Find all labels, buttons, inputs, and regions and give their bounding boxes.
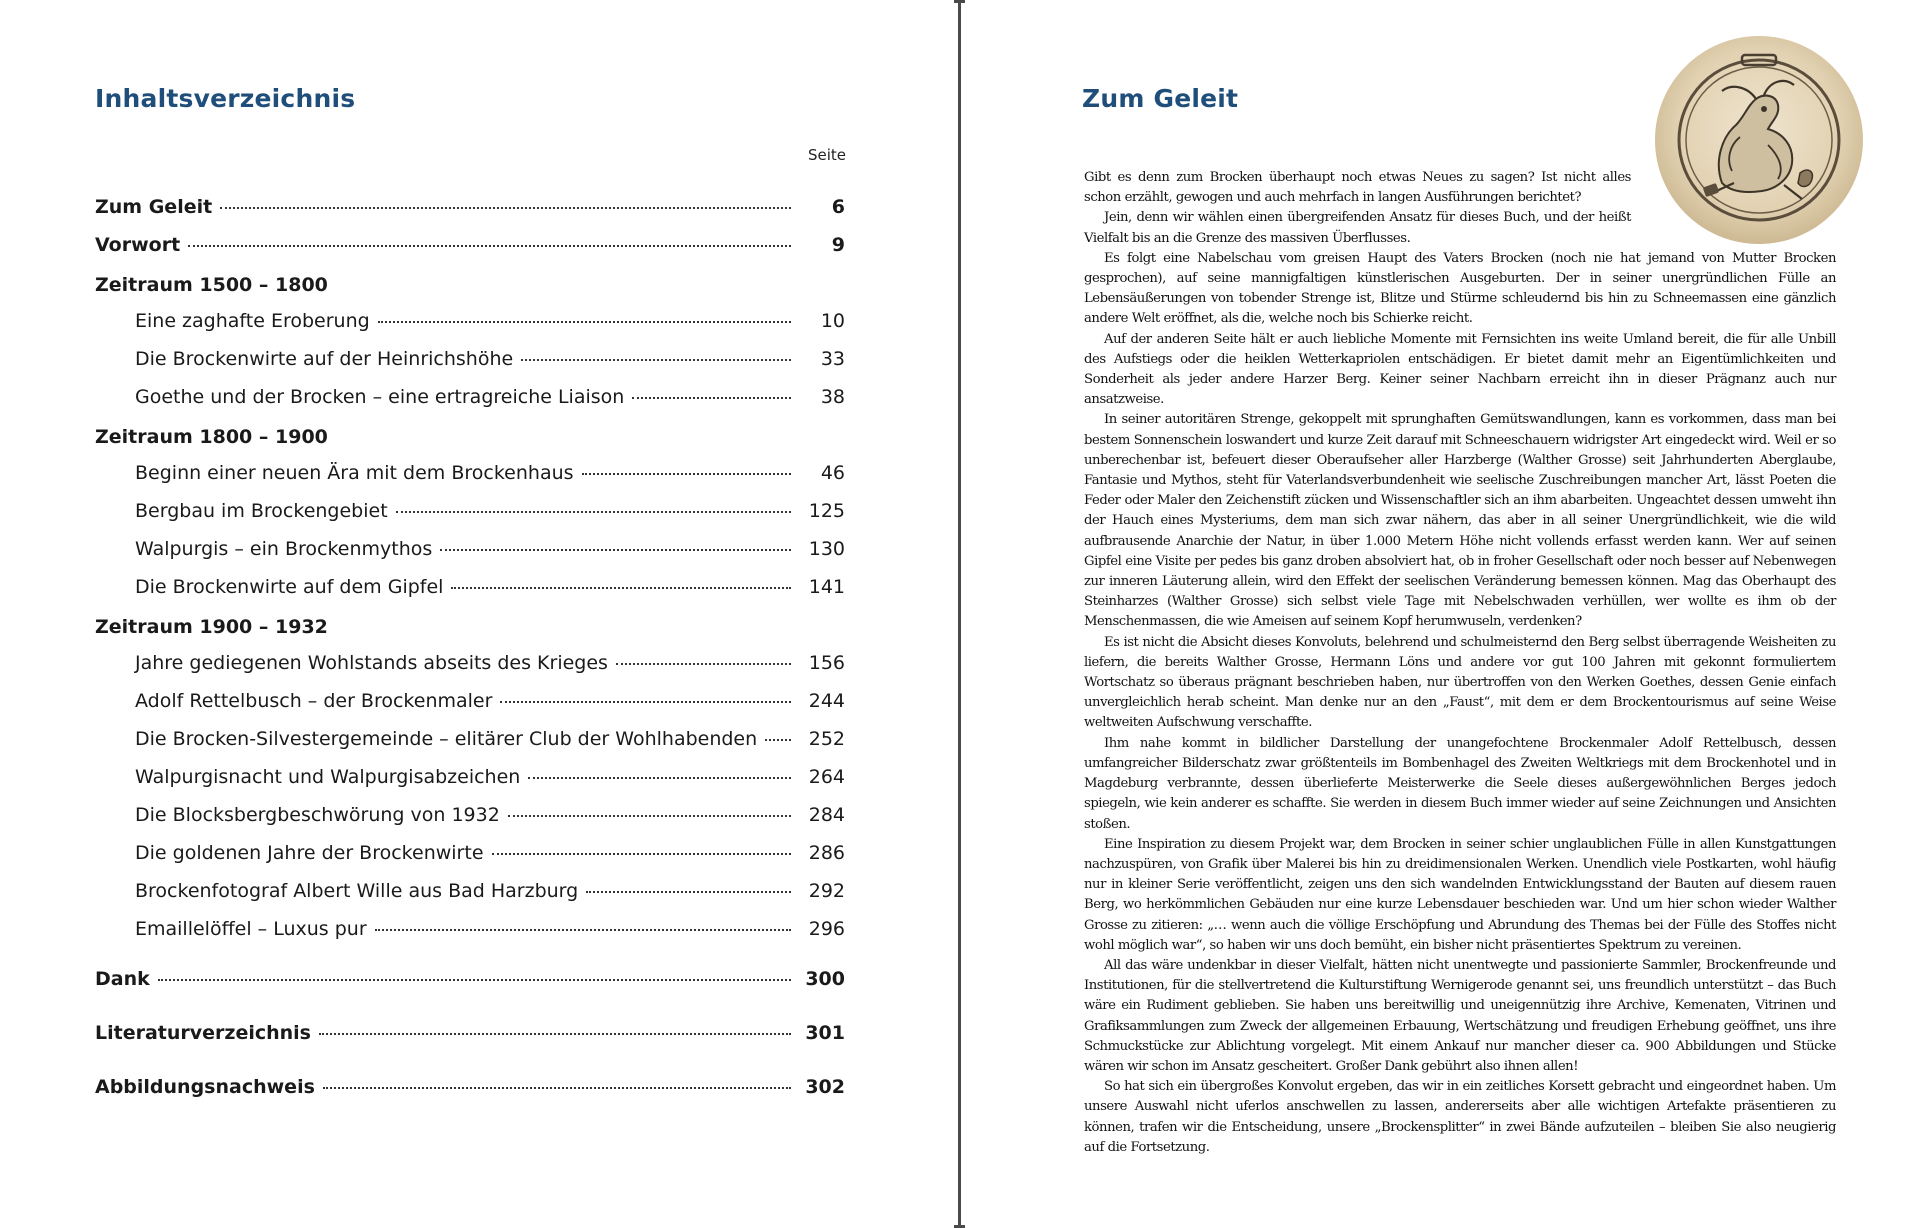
foreword-paragraph: Auf der anderen Seite hält er auch liebliche Momente mit Fernsichten ins weite Umland bereit, die für alle Unbill des Aufstiegs oder die heiklen Wetterkapriolen entschädigen. Er bietet damit mehr an Eigentümlichkeiten und Sonderheit als jeder andere Harzer Berg. Keiner seiner Nachbarn erreicht ihn in dieser Prägnanz auch nur ansatzweise.: [1084, 331, 1836, 408]
toc-dot-leader: [521, 358, 791, 361]
toc-dot-leader: [582, 472, 791, 475]
toc-entry-title: Vorwort: [95, 234, 181, 256]
foreword-paragraph: In seiner autoritären Strenge, gekoppelt mit sprunghaften Gemütswandlungen, kann es vorkommen, dass man bei bestem Sonnenschein loswandert und kurze Zeit darauf mit Schneeschauern widrigster Art eingedeckt wird. Weil er so unberechenbar ist, befeuert dieser Oberaufseher aller Harzberge (Walther Grosse) seit Jahrhunderten Aberglaube, Fantasie und Mythos, steht für Vaterlandsverbundenheit wie seelische Zuschreibungen mancher Art, lässt Poeten die Feder oder Maler den Zeichenstift zücken und Wissenschaftler sich an ihm abarbeiten. Ungeachtet dessen umweht ihn der Hauch eines Mysteriums, dem man sich zwar nähern, das aber in all seiner Unergründlichkeit, wie die wild aufbrausende Anarchie der Natur, in über 1.000 Metern Höhe nicht vollends erfasst werden kann. Wer auf seinen Gipfel eine Visite per pedes bis ganz droben absolviert hat, ob in froher Gesellschaft oder noch besser auf Nebenwegen zur inneren Läuterung allein, wird den Effekt der seelischen Veränderung bemessen können. Mag das Oberhaupt des Steinharzes (Walther Grosse) sich selbst viele Tage mit Nebelschwaden verhüllen, wer wollte es ihm ob der Menschenmassen, die wie Ameisen auf seinem Kopf herumwuseln, verdenken?: [1084, 412, 1836, 630]
toc-page-number: 300: [805, 968, 845, 990]
toc-page-number: 6: [831, 196, 845, 218]
toc-entry-title: Walpurgisnacht und Walpurgisabzeichen: [135, 766, 521, 788]
toc-entry[interactable]: [95, 340, 845, 378]
toc-title: Inhaltsverzeichnis: [95, 84, 356, 113]
toc-entry[interactable]: [95, 682, 845, 720]
toc-page-number: 264: [808, 766, 845, 788]
toc-entry[interactable]: [95, 1060, 845, 1114]
toc-dot-leader: [378, 320, 791, 323]
toc-entry-title: Dank: [95, 968, 150, 990]
toc-dot-leader: [528, 776, 791, 779]
toc-dot-leader: [220, 206, 791, 209]
toc-page-number: 141: [808, 576, 845, 598]
book-gutter: [958, 0, 961, 1228]
toc-entry[interactable]: [95, 796, 845, 834]
toc-entry-title: Zum Geleit: [95, 196, 213, 218]
right-page: [962, 0, 1920, 1228]
toc-entry[interactable]: [95, 872, 845, 910]
toc-page-number: 130: [808, 538, 845, 560]
foreword-paragraph: Jein, denn wir wählen einen übergreifenden Ansatz für dieses Buch, und der heißt Vielfalt bis an die Grenze des massiven Überflusses.: [1084, 210, 1631, 246]
toc-dot-leader: [188, 244, 791, 247]
toc-dot-leader: [632, 396, 791, 399]
toc-entry-title: Die Blocksbergbeschwörung von 1932: [135, 804, 500, 826]
toc-entry[interactable]: [95, 226, 845, 264]
toc-dot-leader: [323, 1086, 791, 1089]
toc-entry-title: Die goldenen Jahre der Brockenwirte: [135, 842, 484, 864]
foreword-paragraph: Eine Inspiration zu diesem Projekt war, dem Brocken in seiner schier unglaublichen Fülle in allen Kunstgattungen nachzuspüren, von Grafik über Malerei bis hin zu dreidimensionalen Werken. Unendlich viele Postkarten, wohl häufig nur in kleiner Serie veröffentlicht, zeigen uns den sich wandelnden Entwicklungsstand der Bauten auf diesem rauen Berg, wo herkömmlichen Gebäuden nur eine kurze Lebensdauer beschieden war. Und um hier schon wieder Walther Grosse zu zitieren: „… wenn auch die völlige Erschöpfung und Abrundung des Themas bei der Fülle des Stoffes nicht wohl möglich war“, so haben wir uns doch bemüht, ein bisher nicht präsentiertes Spektrum zu vereinen.: [1084, 836, 1836, 953]
toc-entry[interactable]: [95, 644, 845, 682]
toc-entry[interactable]: [95, 720, 845, 758]
toc-entry-title: Abbildungsnachweis: [95, 1076, 315, 1098]
toc-page-number: 10: [820, 310, 845, 332]
toc-page-number: 286: [808, 842, 845, 864]
toc-dot-leader: [616, 662, 791, 665]
toc-entry[interactable]: [95, 758, 845, 796]
toc-page-number: 296: [808, 918, 845, 940]
toc-entry-title: Goethe und der Brocken – eine ertragreiche Liaison: [135, 386, 625, 408]
toc-entry-title: Jahre gediegenen Wohlstands abseits des Krieges: [135, 652, 608, 674]
toc-entry-title: Zeitraum 1900 – 1932: [95, 616, 328, 638]
toc-page-number: 244: [808, 690, 845, 712]
toc-entry[interactable]: [95, 454, 845, 492]
toc-entry[interactable]: [95, 1006, 845, 1060]
toc-section-heading: [95, 268, 845, 302]
foreword-title: Zum Geleit: [1082, 84, 1239, 113]
toc-page-number: 33: [820, 348, 845, 370]
toc-dot-leader: [375, 928, 791, 931]
toc-entry-title: Zeitraum 1800 – 1900: [95, 426, 328, 448]
toc-section-heading: [95, 420, 845, 454]
toc-page-number: 9: [831, 234, 845, 256]
toc-entry-title: Bergbau im Brockengebiet: [135, 500, 388, 522]
foreword-paragraph: Ihm nahe kommt in bildlicher Darstellung der unangefochtene Brockenmaler Adolf Rettelbusch, dessen umfangreicher Bilderschatz zwar größtenteils im Bombenhagel des Zweiten Weltkriegs mit dem Brockenhotel und in Magdeburg verbrannte, dessen überlieferte Meisterwerke die Seele dieses außergewöhnlichen Berges jedoch spiegeln, wie kein anderer es schaffte. Sie werden in diesem Buch immer wieder auf seine Zeichnungen und Ansichten stoßen.: [1084, 735, 1836, 832]
toc-page-number: 46: [820, 462, 845, 484]
page-column-label: Seite: [808, 146, 847, 164]
toc-dot-leader: [319, 1032, 791, 1035]
left-page: [0, 0, 958, 1228]
toc-dot-leader: [396, 510, 791, 513]
toc-entry[interactable]: [95, 302, 845, 340]
toc-page-number: 302: [805, 1076, 845, 1098]
foreword-paragraph: All das wäre undenkbar in dieser Vielfalt, hätten nicht unentwegte und passionierte Sammler, Brockenfreunde und Institutionen, für die stellvertretend die Kulturstiftung Wernigerode genannt sei, uns freundlich unterstützt – das Buch wäre ein Rudiment geblieben. Sie haben uns bereitwillig und uneigennützig ihre Archive, Kemenaten, Vitrinen und Grafiksammlungen zum Zweck der allgemeinen Erbauung, Wertschätzung und freudigen Erhebung geöffnet, uns ihre Schmuckstücke zur Ablichtung vorgelegt. Mit einem Ankauf nur mancher dieser ca. 900 Abbildungen und Stücke wären wir schon im Ansatz gescheitert. Großer Dank gebührt also ihnen allen!: [1084, 957, 1836, 1074]
toc-entry[interactable]: [95, 834, 845, 872]
foreword-paragraph: So hat sich ein übergroßes Konvolut ergeben, das wir in ein zeitliches Korsett gebracht und eingeordnet haben. Um unsere Auswahl nicht uferlos anschwellen zu lassen, andererseits aber alle wichtigen Artefakte präsentieren zu können, trafen wir die Entscheidung, unsere „Brockensplitter“ in zwei Bände aufzuteilen – bleiben Sie also neugierig auf die Fortsetzung.: [1084, 1079, 1836, 1155]
toc-dot-leader: [508, 814, 791, 817]
toc-dot-leader: [586, 890, 791, 893]
toc-entry-title: Literaturverzeichnis: [95, 1022, 311, 1044]
toc-page-number: 252: [808, 728, 845, 750]
toc-page-number: 292: [808, 880, 845, 902]
toc-dot-leader: [451, 586, 791, 589]
toc-dot-leader: [158, 978, 791, 981]
toc-dot-leader: [765, 738, 791, 741]
toc-entry[interactable]: [95, 952, 845, 1006]
toc-entry-title: Die Brockenwirte auf dem Gipfel: [135, 576, 444, 598]
toc-entry-title: Adolf Rettelbusch – der Brockenmaler: [135, 690, 493, 712]
foreword-paragraph: Gibt es denn zum Brocken überhaupt noch etwas Neues zu sagen? Ist nicht alles schon erzählt, gewogen und auch mehrfach in langen Ausführungen berichtet?: [1084, 170, 1631, 206]
toc-entry-title: Die Brocken-Silvestergemeinde – elitärer Club der Wohlhabenden: [135, 728, 758, 750]
toc-entry-title: Zeitraum 1500 – 1800: [95, 274, 328, 296]
toc-page-number: 125: [808, 500, 845, 522]
foreword-paragraph: Es folgt eine Nabelschau vom greisen Haupt des Vaters Brocken (noch nie hat jemand von Mutter Brocken gesprochen), auf seine mannigfaltigen künstlerischen Ausgeburten. Der in seiner unergründlichen Fülle an Lebensäußerungen von tobender Strenge ist, Blitze und Stürme schleudernd bis hin zu Schneemassen eine gänzlich andere Welt eröffnet, als die, welche noch bis Schierke reicht.: [1084, 250, 1836, 327]
toc-entry-title: Die Brockenwirte auf der Heinrichshöhe: [135, 348, 514, 370]
toc-entry[interactable]: [95, 188, 845, 226]
toc-entry[interactable]: [95, 530, 845, 568]
toc-dot-leader: [492, 852, 791, 855]
foreword-body: [1084, 168, 1836, 1158]
toc-entry-title: Beginn einer neuen Ära mit dem Brockenhaus: [135, 462, 574, 484]
toc-entry-title: Walpurgis – ein Brockenmythos: [135, 538, 433, 560]
toc-entry[interactable]: [95, 910, 845, 948]
toc-page-number: 284: [808, 804, 845, 826]
toc-page-number: 301: [805, 1022, 845, 1044]
toc-entry-title: Brockenfotograf Albert Wille aus Bad Harzburg: [135, 880, 579, 902]
toc-entry[interactable]: [95, 568, 845, 606]
toc-dot-leader: [500, 700, 791, 703]
toc-page-number: 156: [808, 652, 845, 674]
toc-page-number: 38: [820, 386, 845, 408]
toc-entry[interactable]: [95, 492, 845, 530]
foreword-paragraph: Es ist nicht die Absicht dieses Konvoluts, belehrend und schulmeisternd den Berg selbst überragende Weisheiten zu liefern, die bereits Walther Grosse, Hermann Löns und andere vor gut 100 Jahren mit gekonnt formuliertem Wortschatz so überaus prägnant beschrieben haben, nur übertroffen von den Werken Goethes, dessen Genie einfach unvergleichlich herab scheint. Man denke nur an den „Faust“, mit dem er dem Brockentourismus auf seine Weise weltweiten Aufschwung verschaffte.: [1084, 634, 1836, 731]
toc-dot-leader: [440, 548, 791, 551]
toc-entry[interactable]: [95, 378, 845, 416]
toc-entry-title: Eine zaghafte Eroberung: [135, 310, 370, 332]
toc-section-heading: [95, 610, 845, 644]
table-of-contents: [95, 188, 845, 1114]
toc-entry-title: Emaillelöffel – Luxus pur: [135, 918, 367, 940]
